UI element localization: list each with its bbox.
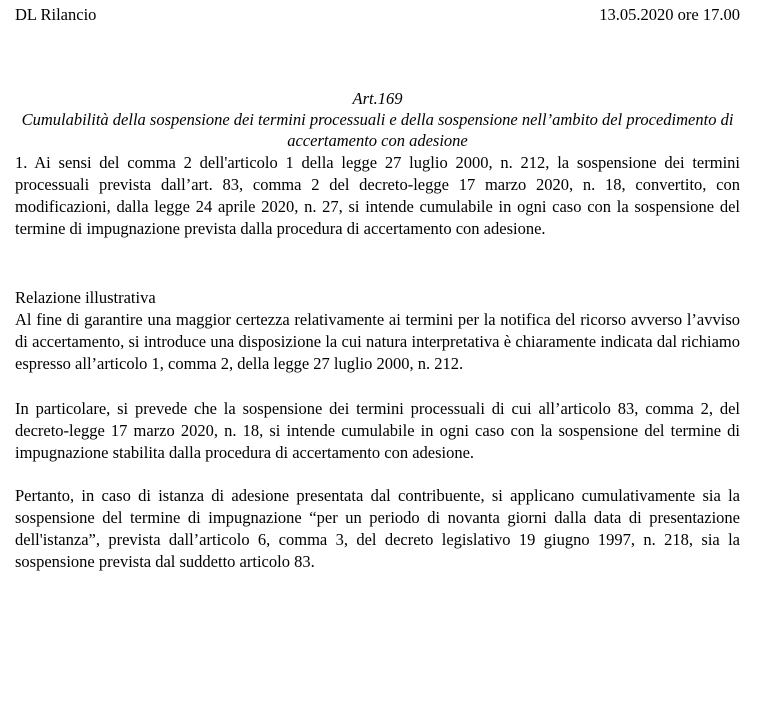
document-header-title: DL Rilancio [15, 5, 97, 24]
article-number: Art.169 [352, 89, 403, 108]
document-header-date: 13.05.2020 ore 17.00 [599, 5, 740, 24]
relazione-paragraph-1: Al fine di garantire una maggior certezza relativamente ai termini per la notifica del ricorso avverso l’avviso di accertamento, si introduce una disposizione la cui natura interpretativa è chiaramente indicata dal richiamo espresso all’articolo 1, comma 2, della legge 27 luglio 2000, n. 212. [15, 310, 740, 373]
relazione-paragraph-2: In particolare, si prevede che la sospensione dei termini processuali di cui all’articolo 83, comma 2, del decreto-legge 17 marzo 2020, n. 18, si intende cumulabile in ogni caso con la sospensione del termine di impugnazione stabilita dalla procedura di accertamento con adesione. [15, 399, 740, 462]
relazione-paragraph-3: Pertanto, in caso di istanza di adesione presentata dal contribuente, si applicano cumulativamente sia la sospensione del termine di impugnazione “per un periodo di novanta giorni dalla data di presentazione dell'istanza”, prevista dall’articolo 6, comma 3, del decreto legislativo 19 giugno 1997, n. 218, sia la sospensione prevista dal suddetto articolo 83. [15, 486, 740, 571]
article-subtitle: Cumulabilità della sospensione dei termini processuali e della sospensione nell’ambito del procedimento di accertamento con adesione [21, 110, 734, 150]
relazione-heading: Relazione illustrativa [15, 288, 156, 307]
article-paragraph-1: 1. Ai sensi del comma 2 dell'articolo 1 della legge 27 luglio 2000, n. 212, la sospensione dei termini processuali prevista dall’art. 83, comma 2 del decreto-legge 17 marzo 2020, n. 18, convertito, con modificazioni, dalla legge 24 aprile 2020, n. 27, si intende cumulabile in ogni caso con la sospensione del termine di impugnazione prevista dalla procedura di accertamento con adesione. [15, 153, 740, 238]
